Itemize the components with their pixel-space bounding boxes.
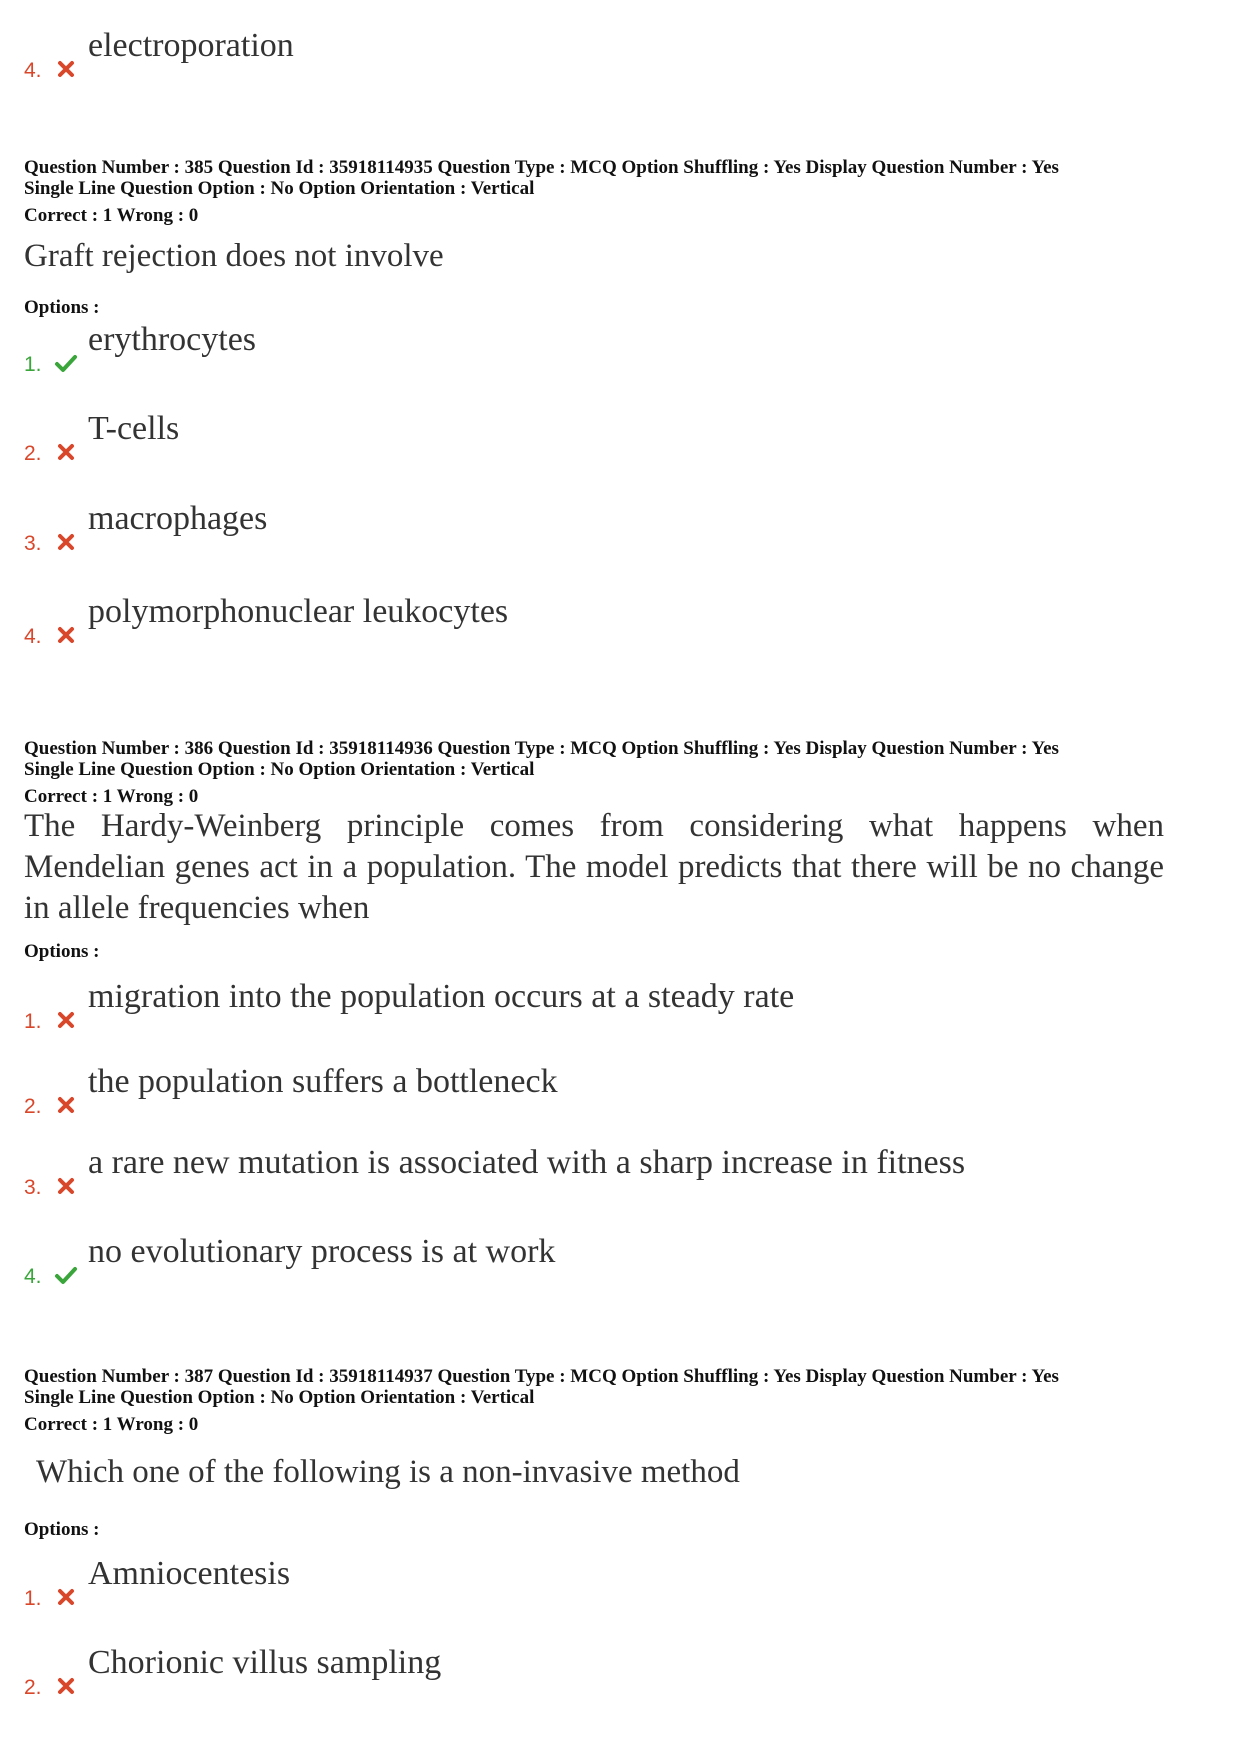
question-text: The Hardy-Weinberg principle comes from considering what happens when Mendelian genes act in a population. The model predicts that there will be no change in allele frequencies when: [24, 808, 1164, 926]
option-text: macrophages: [88, 500, 268, 537]
question-counts: Correct : 1 Wrong : 0: [24, 205, 199, 226]
question-counts: Correct : 1 Wrong : 0: [24, 786, 199, 807]
cross-icon: [54, 1009, 78, 1031]
question-meta: Question Number : 387 Question Id : 35918114937 Question Type : MCQ Option Shuffling : Yes Display Question Number : Yes Single Line Question Option : No Option Orientation : Vertical: [24, 1366, 1059, 1408]
question-counts: Correct : 1 Wrong : 0: [24, 1414, 199, 1435]
option-item: [24, 320, 1174, 380]
cross-icon: [54, 531, 78, 553]
option-item: [24, 977, 1174, 1037]
option-text: Chorionic villus sampling: [88, 1644, 442, 1681]
option-item: [24, 1554, 1174, 1614]
option-number: 2.: [24, 442, 42, 465]
option-number: 1.: [24, 353, 42, 376]
option-item: [24, 1232, 1174, 1292]
options-label: Options :: [24, 941, 100, 962]
option-number: 2.: [24, 1676, 42, 1699]
option-text: Amniocentesis: [88, 1555, 291, 1592]
option-number: 1.: [24, 1010, 42, 1033]
option-number: 4.: [24, 1265, 42, 1288]
check-icon: [54, 1264, 78, 1286]
cross-icon: [54, 1094, 78, 1116]
option-item: [24, 1062, 1174, 1122]
option-item: [24, 1143, 1174, 1203]
option-item: [24, 499, 1174, 559]
option-text: a rare new mutation is associated with a sharp increase in fitness: [88, 1144, 966, 1181]
cross-icon: [54, 624, 78, 646]
question-meta: Question Number : 385 Question Id : 35918114935 Question Type : MCQ Option Shuffling : Yes Display Question Number : Yes Single Line Question Option : No Option Orientation : Vertical: [24, 157, 1059, 199]
option-item: [24, 26, 1174, 86]
option-number: 4.: [24, 625, 42, 648]
cross-icon: [54, 58, 78, 80]
option-number: 4.: [24, 59, 42, 82]
cross-icon: [54, 1175, 78, 1197]
options-label: Options :: [24, 1519, 100, 1540]
options-label: Options :: [24, 297, 100, 318]
option-text: no evolutionary process is at work: [88, 1233, 556, 1270]
cross-icon: [54, 1586, 78, 1608]
option-text: electroporation: [88, 27, 294, 64]
option-number: 3.: [24, 532, 42, 555]
cross-icon: [54, 1675, 78, 1697]
option-text: erythrocytes: [88, 321, 257, 358]
cross-icon: [54, 441, 78, 463]
question-meta: Question Number : 386 Question Id : 35918114936 Question Type : MCQ Option Shuffling : Yes Display Question Number : Yes Single Line Question Option : No Option Orientation : Vertical: [24, 738, 1059, 780]
option-number: 3.: [24, 1176, 42, 1199]
option-item: [24, 409, 1174, 469]
check-icon: [54, 352, 78, 374]
question-text: Graft rejection does not involve: [24, 238, 444, 274]
option-text: T-cells: [88, 410, 180, 447]
question-text: Which one of the following is a non-invasive method: [36, 1454, 740, 1490]
option-text: the population suffers a bottleneck: [88, 1063, 558, 1100]
option-number: 2.: [24, 1095, 42, 1118]
option-item: [24, 1643, 1174, 1703]
option-item: [24, 592, 1174, 652]
option-text: polymorphonuclear leukocytes: [88, 593, 509, 630]
option-text: migration into the population occurs at a steady rate: [88, 978, 795, 1015]
option-number: 1.: [24, 1587, 42, 1610]
